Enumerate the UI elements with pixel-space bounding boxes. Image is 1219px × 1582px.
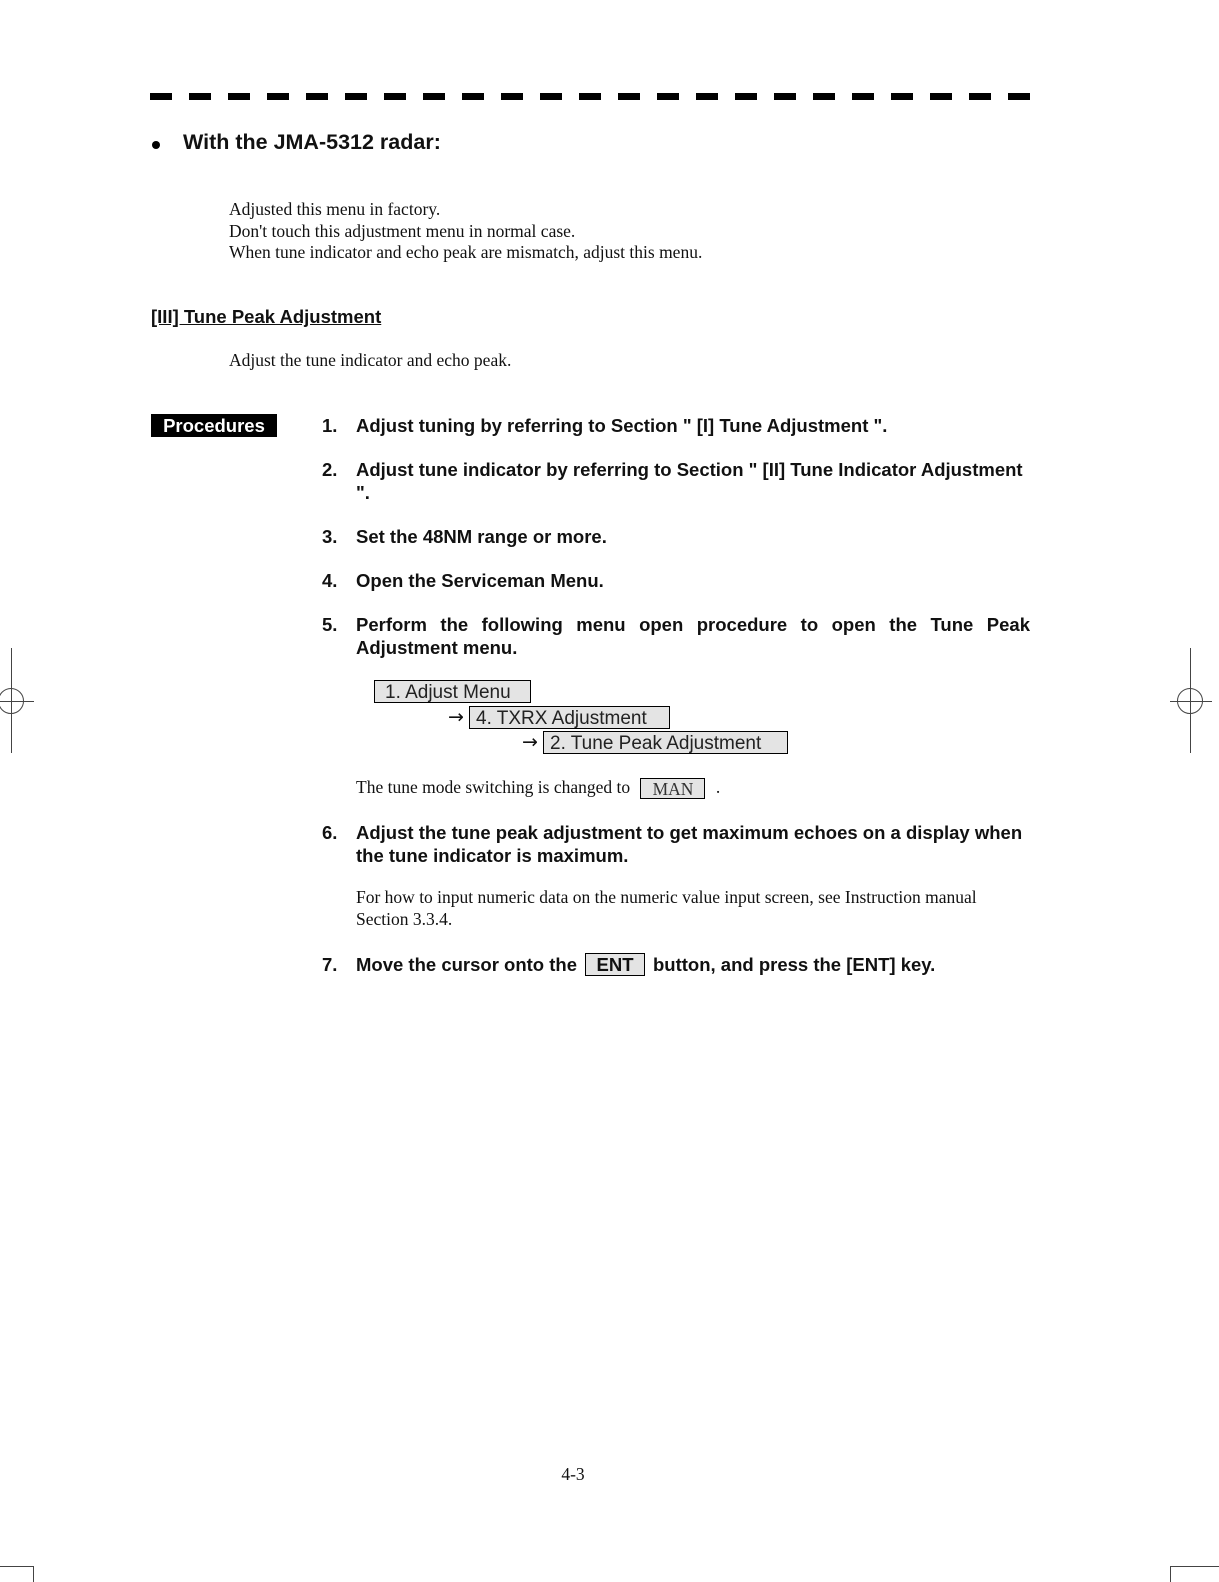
intro-line: Don't touch this adjustment menu in normal case. — [229, 220, 576, 241]
dash-segment — [423, 93, 445, 100]
procedures-label: Procedures — [151, 414, 277, 437]
dash-segment — [501, 93, 523, 100]
dash-segment — [969, 93, 991, 100]
step-number: 6. — [322, 822, 338, 843]
menu-item-txrx-adjustment[interactable]: 4. TXRX Adjustment — [469, 706, 670, 729]
menu-item-adjust-menu[interactable]: 1. Adjust Menu — [374, 680, 531, 703]
page-number: 4-3 — [561, 1464, 585, 1484]
step-text: Open the Serviceman Menu. — [356, 570, 604, 591]
step-number: 5. — [322, 614, 338, 635]
step-number: 2. — [322, 459, 338, 480]
step-text: Adjust tuning by referring to Section " [I] Tune Adjustment ". — [356, 415, 888, 436]
dash-segment — [579, 93, 601, 100]
step-text-after: button, and press the [ENT] key. — [653, 954, 936, 975]
step-text: Adjust the tune peak adjustment to get maximum echoes on a display when the tune indicator is maximum. — [356, 822, 1023, 866]
dash-segment — [618, 93, 640, 100]
step-number: 1. — [322, 415, 338, 436]
section-description: Adjust the tune indicator and echo peak. — [229, 350, 512, 370]
ent-button[interactable]: ENT — [585, 953, 645, 976]
bullet-icon — [152, 141, 160, 149]
dash-segment — [930, 93, 952, 100]
intro-line: When tune indicator and echo peak are mismatch, adjust this menu. — [229, 242, 703, 262]
tune-mode-value-box: MAN — [640, 778, 705, 799]
step-text: Set the 48NM range or more. — [356, 526, 607, 547]
step-text — [356, 953, 1030, 976]
dashed-separator — [150, 93, 1032, 100]
dash-segment — [774, 93, 796, 100]
tune-mode-note-text: The tune mode switching is changed to — [356, 777, 631, 797]
dash-segment — [813, 93, 835, 100]
dash-segment — [384, 93, 406, 100]
step-text: Perform the following menu open procedure to open the Tune Peak Adjustment menu. — [356, 614, 1030, 658]
tune-mode-note — [356, 777, 720, 799]
dash-segment — [657, 93, 679, 100]
section-heading: [III] Tune Peak Adjustment — [151, 306, 382, 327]
dash-segment — [540, 93, 562, 100]
dash-segment — [150, 93, 172, 100]
dash-segment — [228, 93, 250, 100]
dash-segment — [891, 93, 913, 100]
step-number: 3. — [322, 526, 338, 547]
dash-segment — [735, 93, 757, 100]
intro-paragraph — [229, 199, 702, 264]
dash-segment — [852, 93, 874, 100]
dash-segment — [1008, 93, 1030, 100]
step-text: Adjust tune indicator by referring to Section " [II] Tune Indicator Adjustment ". — [356, 459, 1023, 503]
dash-segment — [345, 93, 367, 100]
arrow-right-icon: → — [522, 731, 538, 753]
numeric-input-note: For how to input numeric data on the numeric value input screen, see Instruction manual Section 3.3.4. — [356, 887, 977, 929]
arrow-right-icon: → — [448, 706, 464, 728]
intro-line: Adjusted this menu in factory. — [229, 199, 441, 219]
tune-mode-note-end: . — [715, 777, 721, 797]
dash-segment — [267, 93, 289, 100]
step-number: 7. — [322, 954, 338, 975]
step-number: 4. — [322, 570, 338, 591]
step-text-before: Move the cursor onto the — [356, 954, 577, 975]
dash-segment — [462, 93, 484, 100]
dash-segment — [696, 93, 718, 100]
dash-segment — [189, 93, 211, 100]
bullet-heading-text: With the JMA-5312 radar: — [183, 130, 441, 154]
dash-segment — [306, 93, 328, 100]
menu-item-tune-peak-adjustment[interactable]: 2. Tune Peak Adjustment — [543, 731, 788, 754]
